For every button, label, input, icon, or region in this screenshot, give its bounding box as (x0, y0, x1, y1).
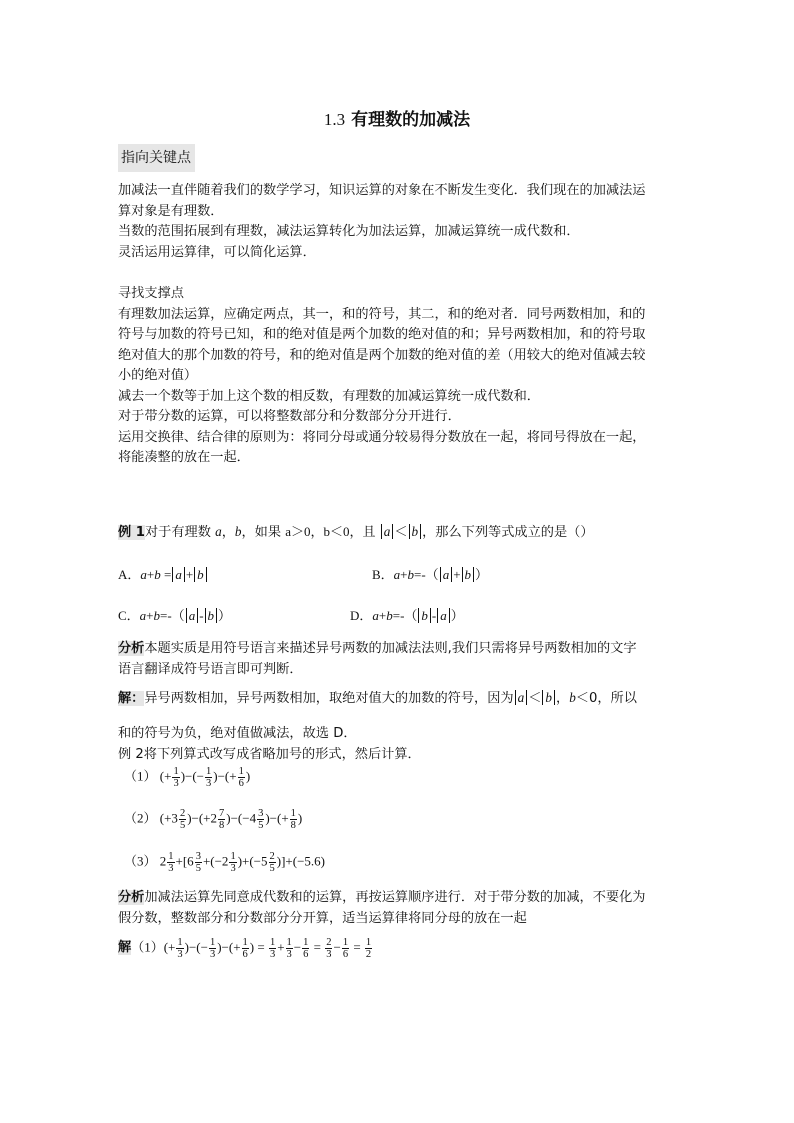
less-than: ＜ (394, 525, 408, 540)
option-d (350, 606, 610, 627)
example2-text: 将下列算式改写成省略加号的形式，然后计算． (143, 746, 421, 762)
text-line: 语言翻译成符号语言即可判断． (118, 661, 303, 677)
solution2-label: 解 (118, 940, 132, 956)
fraction: $\frac{1}{3}$ (173, 766, 179, 789)
fraction: $\frac{7}{8}$ (219, 808, 225, 831)
fraction: $\frac{1}{3}$ (206, 766, 212, 789)
abs-a: a (381, 524, 394, 539)
fraction: $\frac{1}{6}$ (303, 937, 309, 960)
op: =-（ (414, 567, 439, 582)
abs: b (418, 608, 431, 623)
text-line: 加减法运算先同意成代数和的运算，再按运算顺序进行．对于带分数的加减，不要化为 (144, 890, 646, 905)
option-label: A． (118, 567, 141, 582)
text-line: 灵活运用运算律，可以简化运算． (118, 244, 316, 260)
text-line: 符号与加数的符号已知，和的绝对值是两个加数的绝对值的和；异号两数相加，和的符号取 (118, 327, 646, 342)
text-line: 对于带分数的运算，可以将整数部分和分数部分分开进行． (118, 409, 461, 424)
text: ＜0，所以 (575, 691, 637, 706)
fraction: $\frac{2}{3}$ (326, 937, 332, 960)
condition-a: a＞0， (285, 524, 324, 539)
fraction: $\frac{1}{3}$ (269, 937, 276, 960)
title-text: 有理数的加减法 (351, 110, 471, 130)
text-line: 减去一个数等于加上这个数的相反数，有理数的加减运算统一成代数和． (118, 388, 540, 404)
op: + (185, 567, 194, 582)
less-than: ＜ (528, 691, 542, 706)
fraction: $\frac{1}{6}$ (342, 937, 349, 960)
solution1-line2 (118, 724, 678, 765)
op: =-（ (160, 608, 185, 623)
var: b (407, 567, 415, 582)
solution1-label: 解： (118, 691, 145, 706)
op: ） (475, 567, 489, 582)
comma: ， (556, 691, 570, 706)
abs: b (205, 608, 218, 623)
comma: ， (221, 525, 235, 540)
expr-3: （3） 2 $\frac{1}{3}$ +[6 $\frac{3}{5}$ +(−2 $\frac{1}{3}$ )+(−5 $\frac{2}{5}$ )]+(−5.6) (124, 851, 325, 874)
var: a (372, 608, 379, 623)
analysis1-label: 分析 (118, 641, 145, 656)
fraction: $\frac{1}{3}$ (209, 937, 216, 960)
abs-a: a (515, 690, 528, 705)
op: ） (450, 608, 464, 623)
solution2: 解（1）(+ $\frac{1}{3}$ )−(− $\frac{1}{3}$ )−(+ $\frac{1}{6}$ ) = $\frac{1}{3}$ + $\frac{1}{3}$ − $\frac{1}{6}$ = $\frac{2}{3}$ − $\frac{1}{6}$ = $\frac{1}{2}$ (118, 937, 372, 960)
page-title (0, 105, 794, 130)
fraction: $\frac{1}{3}$ (286, 937, 292, 960)
q-text: ，那么下列等式成立的是（） (422, 525, 594, 540)
abs: a (186, 608, 199, 623)
text-line: 本题实质是用符号语言来描述异号两数的加减法法则,我们只需将异号两数相加的文字 (144, 641, 637, 656)
example1-question (118, 522, 678, 544)
option-label: C． (118, 608, 140, 623)
var: a (140, 567, 147, 582)
fraction: $\frac{1}{3}$ (168, 851, 174, 874)
abs: a (440, 567, 453, 582)
text: 异号两数相加，异号两数相加，取绝对值大的加数的符号，因为 (144, 691, 514, 706)
text-line: 当数的范围拓展到有理数，减法运算转化为加法运算，加减运算统一成代数和． (118, 224, 580, 239)
abs-b: b (409, 524, 422, 539)
var: a (139, 608, 147, 623)
q-text: 对于有理数 (144, 525, 211, 540)
analysis2 (118, 888, 678, 929)
text-line: 绝对值大的那个加数的符号，和的绝对值是两个加数的绝对值的差（用较大的绝对值减去较 (118, 347, 646, 363)
text-line: 有理数加法运算，应确定两点，其一，和的符号，其二，和的绝对者．同号两数相加，和的 (118, 306, 646, 322)
option-b (372, 565, 622, 586)
op: + (453, 567, 461, 582)
q-text: ，如果 (241, 525, 282, 540)
op: ） (218, 608, 232, 623)
var: b (154, 567, 161, 582)
option-a (118, 565, 368, 586)
text-line: 算对象是有理数． (118, 203, 224, 219)
abs: b (194, 567, 207, 582)
section-heading-support-points: 寻找支撑点 (118, 286, 184, 301)
fraction: $\frac{3}{5}$ (258, 808, 264, 831)
example1-label: 例 1 (118, 525, 145, 540)
solution1 (118, 688, 678, 710)
text-line: 将能凑整的放在一起． (118, 450, 250, 465)
item-label: （3） (124, 853, 157, 869)
text-line: 加减法一直伴随着我们的数学学习，知识运算的对象在不断发生变化．我们现在的加减法运 (118, 183, 646, 198)
text-line: 假分数，整数部分和分数部分分开算，适当运算律将同分母的放在一起 (118, 910, 527, 926)
support-points-paragraph (118, 284, 678, 469)
analysis2-label: 分析 (118, 890, 145, 905)
fraction: $\frac{1}{3}$ (177, 937, 183, 960)
var-b: b (234, 524, 242, 539)
option-c (118, 606, 348, 627)
var: a (393, 567, 401, 582)
op: =-（ (392, 608, 418, 623)
var-a: a (215, 524, 222, 539)
option-label: B． (372, 567, 394, 582)
analysis1 (118, 639, 678, 680)
text-line: 小的绝对值） (118, 368, 198, 383)
var-b: b (569, 690, 576, 705)
fraction: $\frac{2}{5}$ (269, 851, 275, 874)
abs-b: b (542, 690, 555, 705)
key-points-paragraph (118, 181, 678, 263)
text-line: 和的符号为负，绝对值做减法，故选 D． (118, 726, 357, 741)
fraction: $\frac{1}{3}$ (230, 851, 236, 874)
var: b (386, 608, 393, 623)
text-line: 运用交换律、结合律的原则为：将同分母或通分较易得分数放在一起，将同号得放在一起， (118, 429, 646, 445)
section-heading-key-points: 指向关键点 (118, 144, 195, 172)
op: - (431, 608, 437, 623)
op: + (400, 567, 408, 582)
item-label: （1） (131, 939, 164, 955)
expr-2: （2） (+3 $\frac{2}{5}$ )−(+2 $\frac{7}{8}$ )−(−4 $\frac{3}{5}$ )−(+ $\frac{1}{8}$ ) (124, 808, 303, 831)
title-number: 1.3 (323, 110, 346, 129)
op: + (146, 608, 154, 623)
item-label: （2） (124, 810, 157, 826)
item-label: （1） (124, 768, 157, 784)
op: = (163, 567, 172, 582)
op: - (199, 608, 204, 623)
option-label: D． (350, 608, 373, 623)
abs: a (172, 567, 185, 582)
op: + (378, 608, 387, 623)
fraction: $\frac{1}{8}$ (290, 808, 296, 831)
condition-b: b＜0，且 (323, 524, 376, 539)
example2-label: 例 2 (118, 746, 144, 762)
fraction: $\frac{1}{6}$ (242, 937, 248, 960)
op: + (146, 567, 155, 582)
fraction: $\frac{1}{6}$ (238, 766, 244, 789)
fraction: $\frac{2}{5}$ (179, 808, 186, 831)
abs: b (462, 567, 475, 582)
abs: a (437, 608, 450, 623)
fraction: $\frac{3}{5}$ (195, 851, 201, 874)
var: b (153, 608, 161, 623)
expr-1: （1） (+ $\frac{1}{3}$ )−(− $\frac{1}{3}$ )−(+ $\frac{1}{6}$ ) (124, 766, 251, 789)
fraction: $\frac{1}{2}$ (365, 937, 372, 960)
